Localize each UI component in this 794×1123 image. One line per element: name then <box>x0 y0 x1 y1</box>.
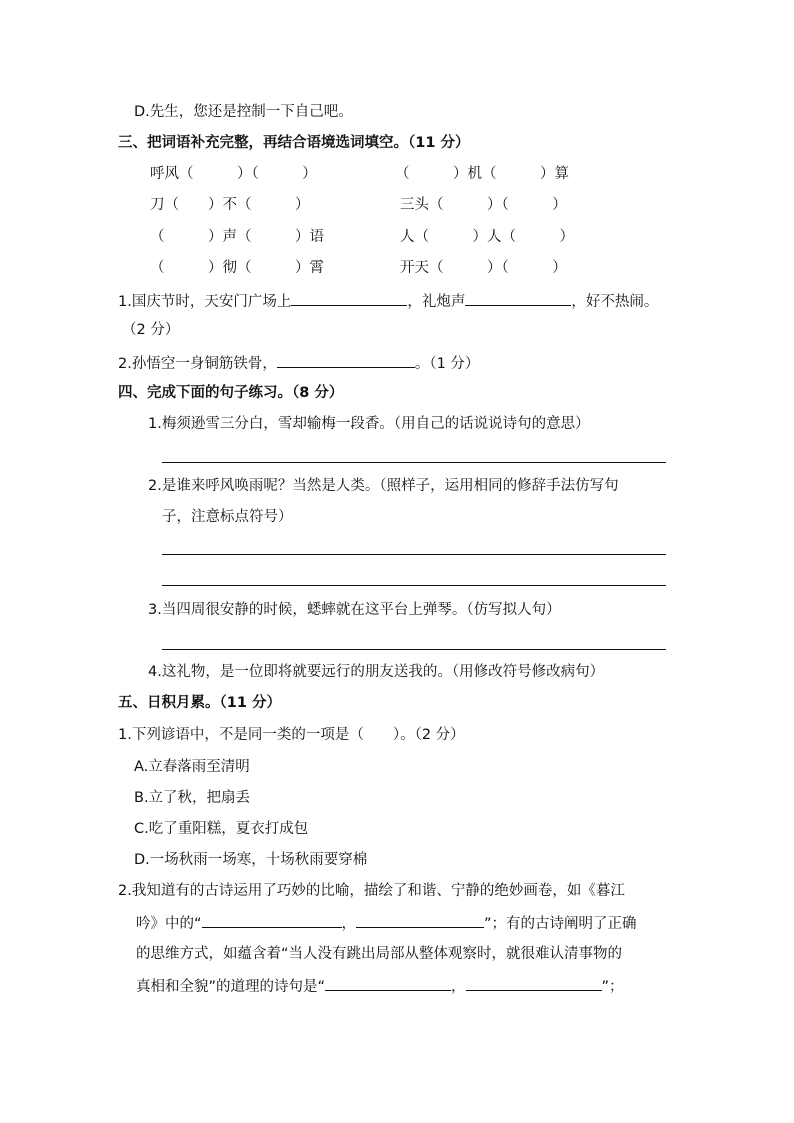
idiom-2: （ ）机（ ）算 <box>395 166 569 182</box>
q2-blank[interactable] <box>277 352 415 368</box>
q1-text-c: ，好不热闹。 <box>571 294 659 310</box>
answer-line[interactable] <box>162 462 666 463</box>
section5-option-a: A.立春落雨至清明 <box>134 759 250 775</box>
q1-blank-1[interactable] <box>291 290 407 306</box>
section5-q2-line1: 2.我知道有的古诗运用了巧妙的比喻，描绘了和谐、宁静的绝妙画卷，如《暮江 <box>118 883 625 899</box>
idiom-1: 呼风（ ）（ ） <box>150 166 317 182</box>
idiom-3: 刀（ ）不（ ） <box>150 197 310 213</box>
q2-line4-text-c: ”； <box>601 979 624 995</box>
section3-q1-score: （2 分） <box>122 322 180 338</box>
section5-q2-line2 <box>136 912 637 934</box>
section5-option-c: C.吃了重阳糕，夏衣打成包 <box>134 821 309 837</box>
idiom-4: 三头（ ）（ ） <box>400 197 567 213</box>
idiom-5: （ ）声（ ）语 <box>150 229 324 245</box>
q2-line4-text-a: 真相和全貌”的道理的诗句是“ <box>136 979 326 995</box>
section4-q4: 4.这礼物，是一位即将就要远行的朋友送我的。（用修改符号修改病句） <box>148 664 605 680</box>
q1-text-a: 1.国庆节时，天安门广场上 <box>118 294 292 310</box>
section5-option-d: D.一场秋雨一场寒，十场秋雨要穿棉 <box>134 852 368 868</box>
section4-q3: 3.当四周很安静的时候，蟋蟀就在这平台上弹琴。（仿写拟人句） <box>148 602 561 618</box>
option-d-text: D.先生，您还是控制一下自己吧。 <box>134 104 353 120</box>
section4-q2-line1: 2.是谁来呼风唤雨呢？当然是人类。（照样子，运用相同的修辞手法仿写句 <box>148 478 619 494</box>
idiom-6: 人（ ）人（ ） <box>400 229 574 245</box>
answer-line[interactable] <box>162 649 666 650</box>
idiom-7: （ ）彻（ ）霄 <box>150 260 324 276</box>
poem-blank-1[interactable] <box>202 912 342 928</box>
section4-q1: 1.梅须逊雪三分白，雪却输梅一段香。（用自己的话说说诗句的意思） <box>148 416 590 432</box>
q1-blank-2[interactable] <box>465 290 571 306</box>
q2-text-a: 2.孙悟空一身铜筋铁骨， <box>118 356 277 372</box>
q2-line2-text-b: ， <box>341 916 357 932</box>
answer-line[interactable] <box>162 585 666 586</box>
section3-q2 <box>118 352 479 374</box>
idiom-8: 开天（ ）（ ） <box>400 260 567 276</box>
section5-q1: 1.下列谚语中，不是同一类的一项是（ ）。（2 分） <box>118 727 465 743</box>
section4-heading: 四、完成下面的句子练习。（8 分） <box>118 385 344 401</box>
q2-line4-text-b: ， <box>451 979 466 995</box>
answer-line[interactable] <box>162 554 666 555</box>
q1-text-b: ，礼炮声 <box>407 294 466 310</box>
section5-heading: 五、日积月累。（11 分） <box>118 695 281 711</box>
section3-heading: 三、把词语补充完整，再结合语境选词填空。（11 分） <box>118 135 470 151</box>
section3-q1 <box>118 290 658 312</box>
q2-text-b: 。（1 分） <box>414 356 480 372</box>
q2-line2-text-c: ”；有的古诗阐明了正确 <box>484 916 637 932</box>
section5-option-b: B.立了秋，把扇丢 <box>134 790 251 806</box>
section5-q2-line4 <box>136 975 624 997</box>
q2-line2-text-a: 吟》中的“ <box>136 916 202 932</box>
poem-blank-2[interactable] <box>356 912 484 928</box>
section5-q2-line3: 的思维方式，如蕴含着“当人没有跳出局部从整体观察时，就很难认清事物的 <box>136 946 623 962</box>
poem-blank-4[interactable] <box>466 975 602 991</box>
section4-q2-line2: 子，注意标点符号） <box>162 509 293 525</box>
poem-blank-3[interactable] <box>325 975 451 991</box>
